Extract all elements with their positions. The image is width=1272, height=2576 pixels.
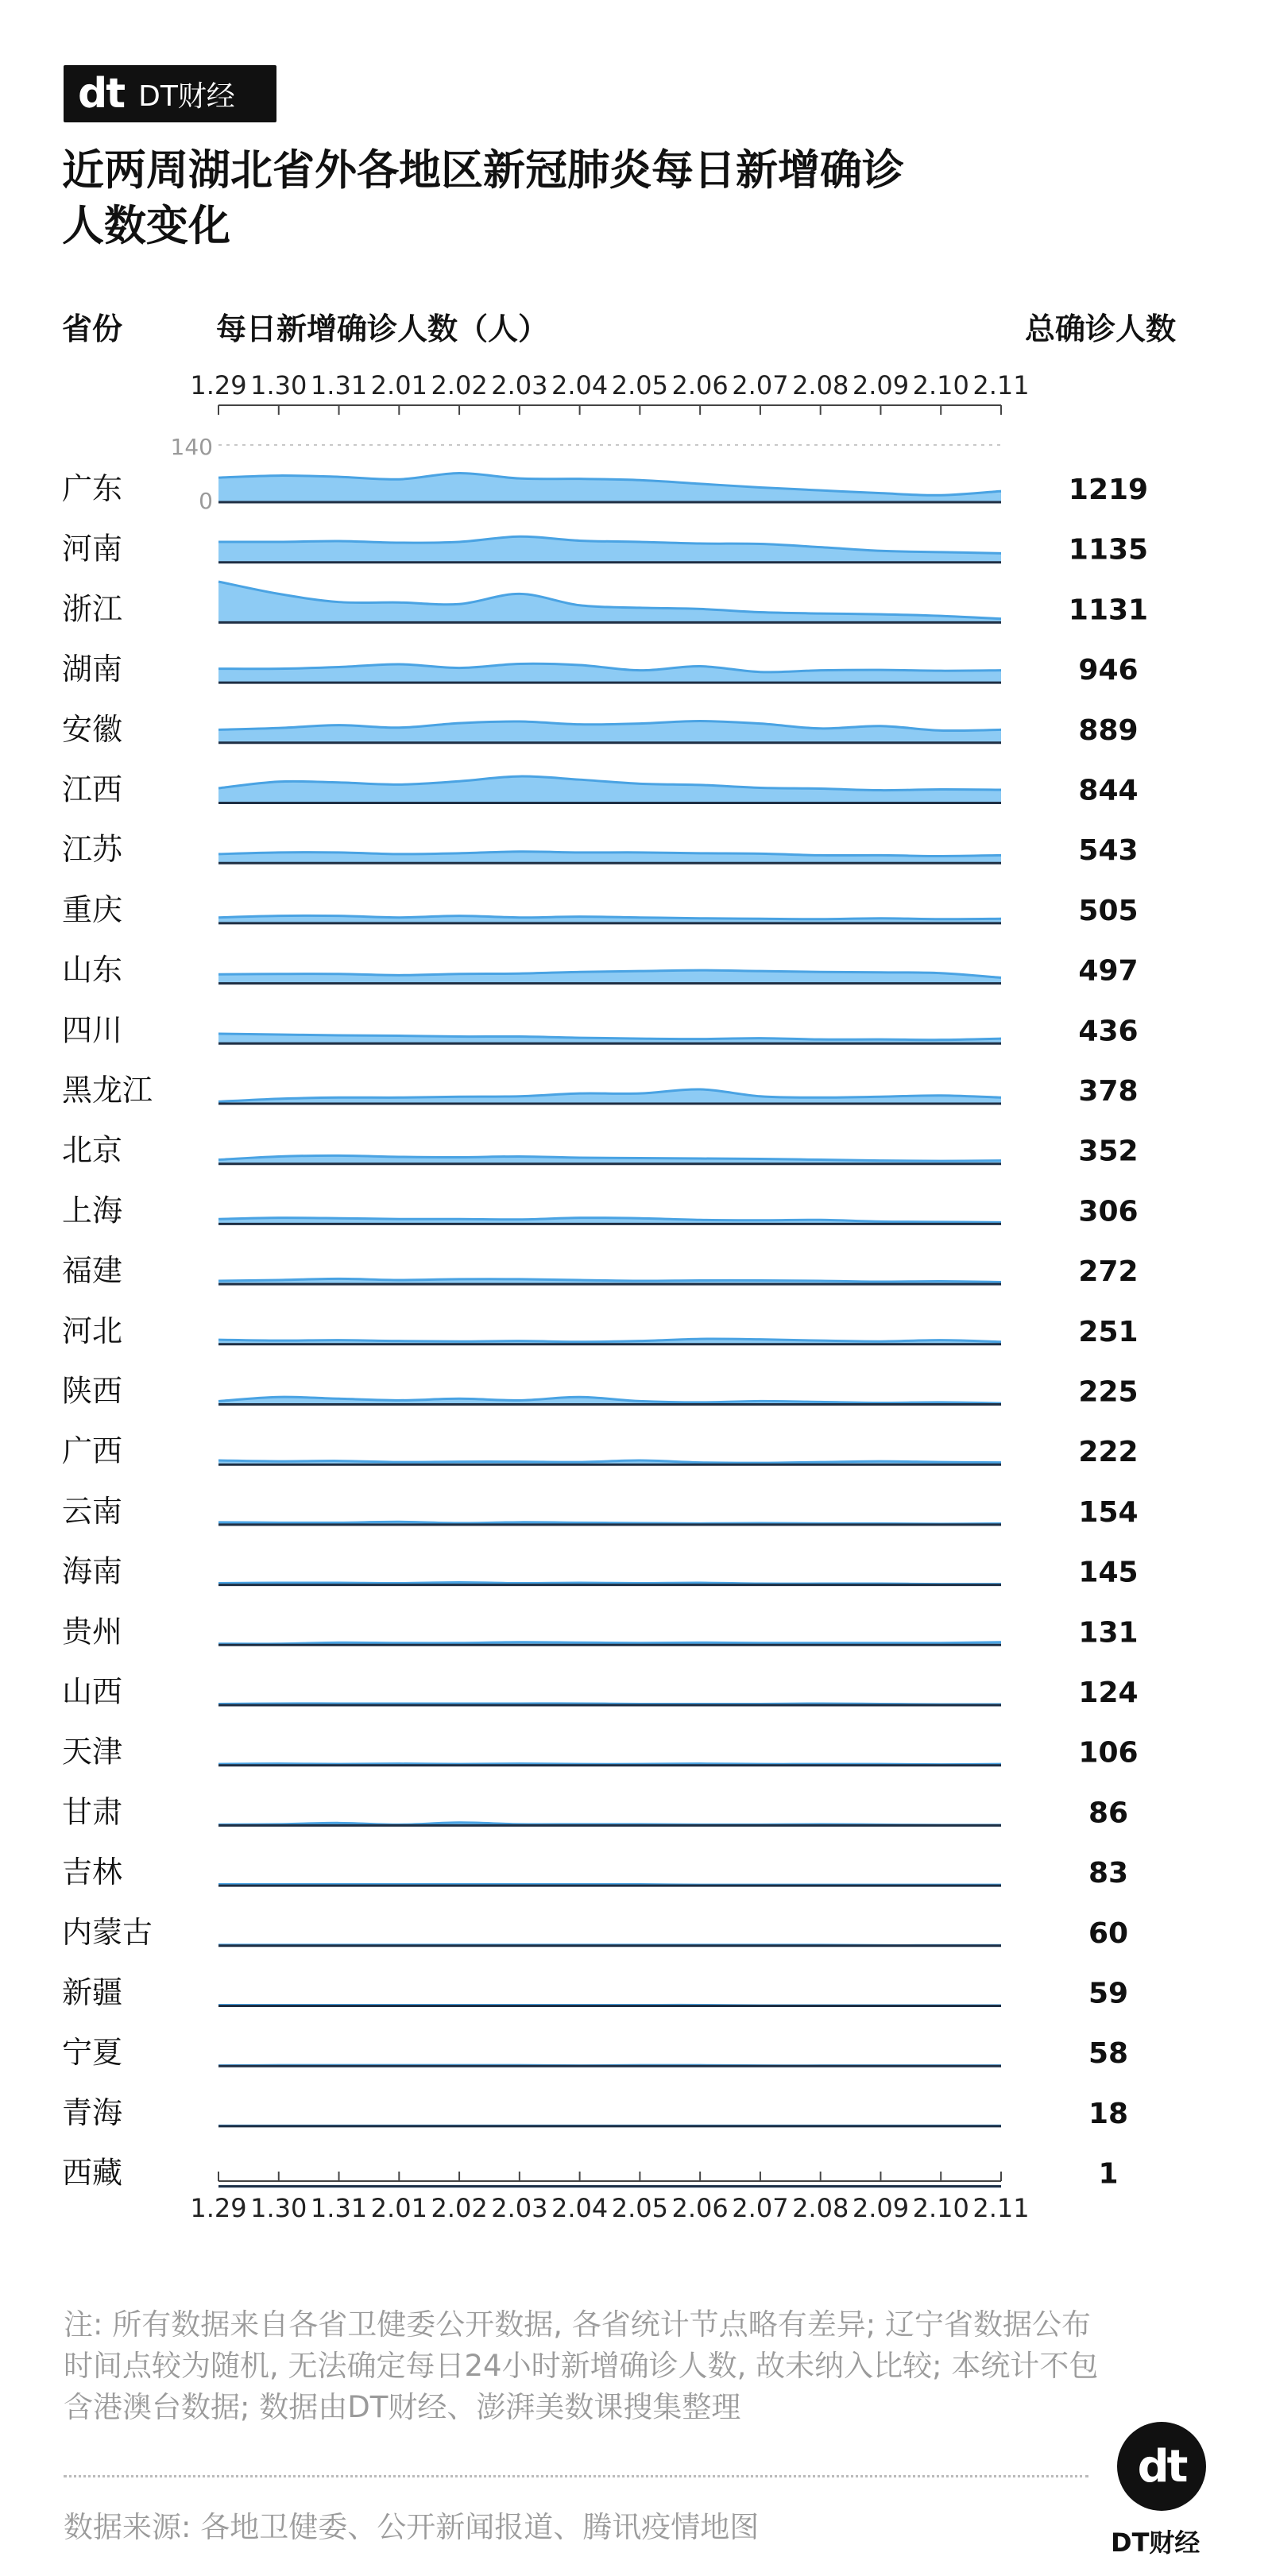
x-tick-label-top: 2.01 (370, 370, 427, 400)
total-value: 222 (1078, 1436, 1139, 1469)
x-tick-label-top: 2.08 (792, 370, 849, 400)
notes: 注: 所有数据来自各省卫健委公开数据, 各省统计节点略有差异; 辽宁省数据公布时间点较为随机, 无法确定每日24小时新增确诊人数, 故未纳入比较; 本统计不包含港澳台数据; 数据由DT财经、澎湃美数课搜集整理 (64, 2307, 1099, 2424)
dt-badge-icon: dt (1117, 2422, 1206, 2511)
total-value: 145 (1078, 1556, 1139, 1589)
x-tick-label-top: 2.09 (852, 370, 910, 400)
province-label: 山西 (62, 1674, 123, 1709)
x-tick-label-bottom: 2.07 (732, 2193, 789, 2223)
province-label: 天津 (62, 1734, 123, 1770)
total-value: 124 (1078, 1677, 1139, 1709)
total-value: 1219 (1068, 474, 1149, 506)
series-line (218, 1642, 1001, 1644)
total-value: 225 (1078, 1375, 1139, 1409)
total-header: 总确诊人数 (1025, 311, 1177, 346)
total-value: 58 (1088, 2037, 1129, 2071)
province-label: 广西 (62, 1433, 123, 1469)
province-label: 吉林 (62, 1855, 123, 1890)
x-tick-label-top: 2.10 (912, 370, 969, 400)
total-value: 1 (1098, 2157, 1119, 2191)
total-value: 251 (1078, 1315, 1139, 1348)
x-tick-label-top: 1.29 (190, 370, 247, 400)
province-label: 河北 (62, 1313, 123, 1348)
total-value: 60 (1088, 1917, 1129, 1950)
x-tick-label-bottom: 2.06 (671, 2193, 729, 2223)
total-value: 306 (1078, 1195, 1139, 1228)
total-value: 154 (1078, 1495, 1139, 1529)
province-label: 西藏 (62, 2155, 123, 2191)
total-value: 497 (1078, 954, 1139, 988)
source-note: 数据来源: 各地卫健委、公开新闻报道、腾讯疫情地图 (64, 2510, 760, 2544)
province-label: 北京 (62, 1132, 123, 1168)
province-label: 四川 (62, 1012, 123, 1048)
x-tick-label-bottom: 1.30 (250, 2193, 307, 2223)
province-label: 江西 (62, 772, 123, 807)
total-value: 352 (1078, 1135, 1139, 1168)
x-tick-label-top: 2.05 (611, 370, 669, 400)
total-value: 436 (1078, 1015, 1139, 1048)
total-value: 83 (1088, 1857, 1129, 1890)
dt-logo-icon: dt (78, 70, 125, 118)
total-value: 272 (1078, 1255, 1139, 1289)
x-tick-label-top: 1.30 (250, 370, 307, 400)
x-tick-label-bottom: 2.03 (491, 2193, 548, 2223)
x-tick-label-bottom: 2.08 (792, 2193, 849, 2223)
province-label: 贵州 (62, 1614, 123, 1650)
x-tick-label-bottom: 2.02 (431, 2193, 488, 2223)
x-tick-label-bottom: 1.31 (310, 2193, 368, 2223)
total-value: 18 (1088, 2097, 1129, 2130)
total-value: 889 (1078, 714, 1139, 747)
province-label: 山东 (62, 952, 123, 988)
x-tick-label-bottom: 2.05 (611, 2193, 669, 2223)
province-label: 云南 (62, 1493, 123, 1529)
province-label: 浙江 (62, 591, 123, 627)
province-label: 甘肃 (62, 1794, 123, 1830)
province-label: 江苏 (62, 832, 123, 868)
brand-name: DT财经 (138, 79, 235, 113)
total-value: 106 (1078, 1736, 1139, 1770)
province-label: 新疆 (62, 1975, 123, 2010)
province-label: 青海 (62, 2094, 123, 2130)
province-header: 省份 (62, 311, 123, 346)
total-value: 1131 (1068, 594, 1149, 627)
province-label: 内蒙古 (62, 1914, 153, 1950)
province-label: 陕西 (62, 1373, 123, 1409)
daily-header: 每日新增确诊人数（人） (216, 311, 549, 346)
x-tick-label-bottom: 2.10 (912, 2193, 969, 2223)
divider (64, 2475, 1088, 2477)
province-label: 湖南 (62, 652, 123, 687)
total-value: 505 (1078, 894, 1139, 927)
x-tick-label-bottom: 2.04 (551, 2193, 609, 2223)
province-label: 宁夏 (62, 2035, 123, 2071)
x-tick-label-bottom: 1.29 (190, 2193, 247, 2223)
total-value: 844 (1078, 774, 1139, 807)
x-tick-label-bottom: 2.11 (972, 2193, 1030, 2223)
total-value: 543 (1078, 834, 1139, 868)
y-tick-label-max: 140 (170, 434, 213, 460)
total-value: 378 (1078, 1075, 1139, 1108)
x-tick-label-top: 2.02 (431, 370, 488, 400)
badge-label: DT财经 (1111, 2528, 1200, 2558)
province-label: 重庆 (62, 892, 123, 927)
total-value: 946 (1078, 654, 1139, 687)
province-label: 黑龙江 (62, 1073, 153, 1108)
x-tick-label-bottom: 2.09 (852, 2193, 910, 2223)
x-tick-label-top: 1.31 (310, 370, 368, 400)
province-label: 安徽 (62, 711, 123, 747)
y-tick-label-zero: 0 (199, 488, 213, 514)
province-label: 河南 (62, 531, 123, 567)
x-tick-label-top: 2.03 (491, 370, 548, 400)
province-label: 广东 (62, 471, 123, 506)
x-tick-label-top: 2.04 (551, 370, 609, 400)
province-label: 海南 (62, 1553, 123, 1589)
province-label: 福建 (62, 1253, 123, 1289)
total-value: 59 (1088, 1977, 1129, 2010)
x-tick-label-top: 2.06 (671, 370, 729, 400)
total-value: 86 (1088, 1797, 1129, 1830)
province-label: 上海 (62, 1193, 123, 1228)
total-value: 131 (1078, 1616, 1139, 1650)
x-tick-label-top: 2.11 (972, 370, 1030, 400)
x-tick-label-top: 2.07 (732, 370, 789, 400)
chart-title: 近两周湖北省外各地区新冠肺炎每日新增确诊人数变化 (62, 146, 904, 250)
x-tick-label-bottom: 2.01 (370, 2193, 427, 2223)
total-value: 1135 (1068, 533, 1149, 567)
